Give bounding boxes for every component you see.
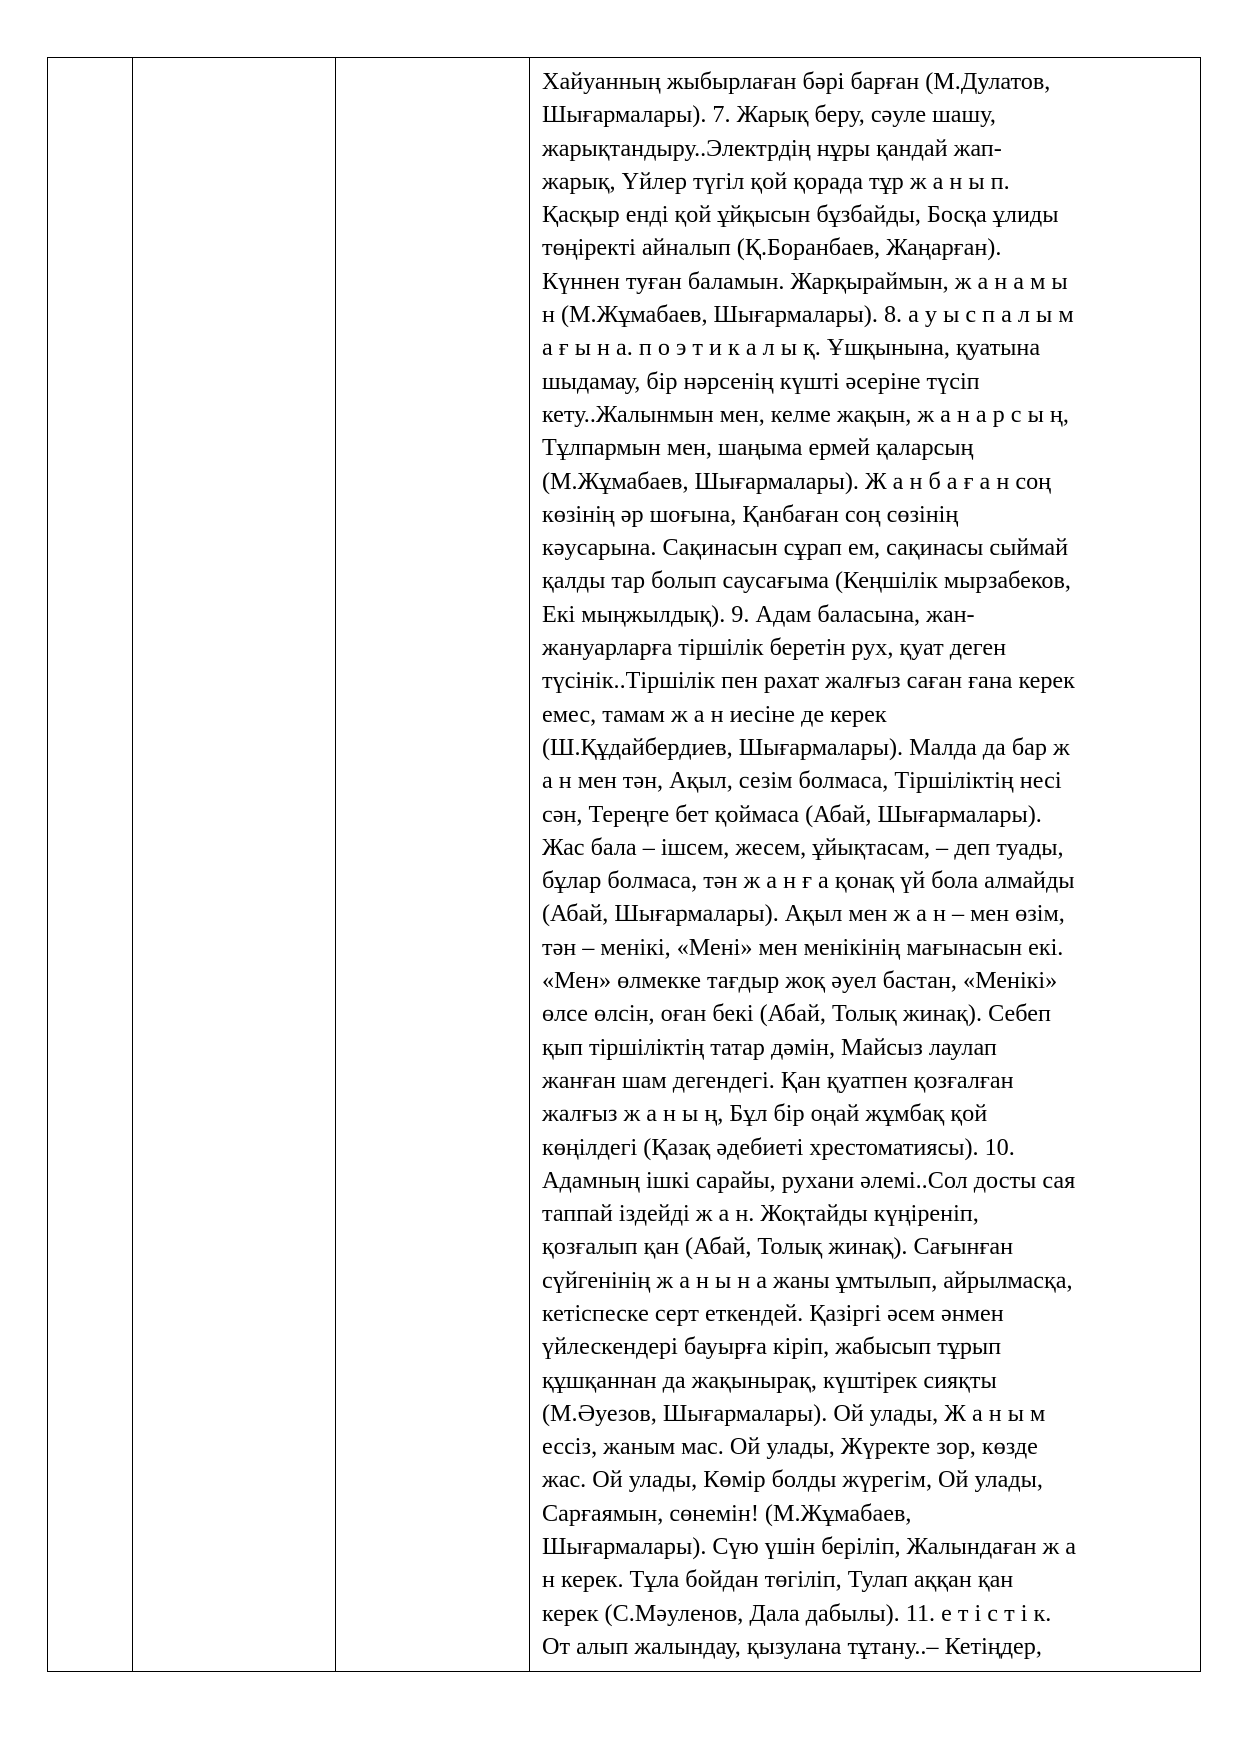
text-line: тән – менікі, «Мені» мен менікінің мағынасын екі. xyxy=(542,933,1064,961)
empty-cell-2 xyxy=(133,58,336,1672)
text-line: түсінік..Тіршілік пен рахат жалғыз саған ғана керек xyxy=(542,667,1075,695)
text-line: а ғ ы н а. п о э т и к а л ы қ. Ұшқынына, қуатына xyxy=(542,334,1041,362)
text-line: жас. Ой улады, Көмір болды жүрегім, Ой улады, xyxy=(542,1466,1043,1494)
empty-cell-1 xyxy=(48,58,133,1672)
text-line: а н мен тән, Ақыл, сезім болмаса, Тіршіліктің несі xyxy=(542,767,1062,795)
text-line: төңіректі айналып (Қ.Боранбаев, Жаңарған). xyxy=(542,234,1002,262)
text-line: (Абай, Шығармалары). Ақыл мен ж а н – мен өзім, xyxy=(542,900,1065,928)
text-line: «Мен» өлмекке тағдыр жоқ әуел бастан, «Менікі» xyxy=(542,967,1058,995)
text-line: Тұлпармын мен, шаңыма ермей қаларсың xyxy=(542,434,974,462)
text-line: Хайуанның жыбырлаған бәрі барған (М.Дулатов, xyxy=(542,68,1051,95)
text-line: өлсе өлсін, оған бекі (Абай, Толық жинақ). Себеп xyxy=(542,1000,1051,1028)
document-table xyxy=(47,57,1201,1672)
text-line: қып тіршіліктің татар дәмін, Майсыз лаулап xyxy=(542,1033,997,1061)
text-line: шыдамау, бір нәрсенің күшті әсеріне түсіп xyxy=(542,367,980,395)
text-line: жалғыз ж а н ы ң, Бұл бір оңай жұмбақ қой xyxy=(542,1100,988,1128)
empty-cell-3 xyxy=(336,58,530,1672)
text-line: көзінің әр шоғына, Қанбаған соң сөзінің xyxy=(542,500,959,528)
text-line: бұлар болмаса, тән ж а н ғ а қонақ үй бола алмайды xyxy=(542,867,1075,895)
text-line: Екі мыңжылдық). 9. Адам баласына, жан- xyxy=(542,600,975,628)
text-line: Сарғаямын, сөнемін! (М.Жұмабаев, xyxy=(542,1499,912,1527)
text-line: құшқаннан да жақынырақ, күштірек сияқты xyxy=(542,1366,997,1394)
text-line: қалды тар болып саусағыма (Кеңшілік мырзабеков, xyxy=(542,567,1071,595)
text-line: н (М.Жұмабаев, Шығармалары). 8. а у ы с п а л ы м xyxy=(542,301,1074,329)
text-line: ессіз, жаным мас. Ой улады, Жүректе зор, көзде xyxy=(542,1433,1038,1461)
text-line: жанған шам дегендегі. Қан қуатпен қозғалған xyxy=(542,1066,1014,1094)
text-line: жарық, Үйлер түгіл қой қорада тұр ж а н ы п. xyxy=(542,167,1010,195)
table-row xyxy=(48,58,1201,1672)
text-line: керек (С.Мәуленов, Дала дабылы). 11. е т і с т і к. xyxy=(542,1599,1052,1627)
text-line: (Ш.Құдайбердиев, Шығармалары). Малда да бар ж xyxy=(542,733,1070,761)
text-line: сән, Тереңге бет қоймаса (Абай, Шығармалары). xyxy=(542,800,1042,828)
text-line: Күннен туған баламын. Жарқыраймын, ж а н а м ы xyxy=(542,267,1068,295)
text-line: н керек. Тұла бойдан төгіліп, Тулап аққан қан xyxy=(542,1566,1014,1594)
text-block xyxy=(542,65,1188,1663)
text-line: (М.Жұмабаев, Шығармалары). Ж а н б а ғ а н соң xyxy=(542,467,1052,495)
text-line: қозғалып қан (Абай, Толық жинақ). Сағынған xyxy=(542,1233,1014,1261)
text-line: От алып жалындау, қызулана тұтану..– Кетіңдер, xyxy=(542,1632,1042,1660)
text-line: кәусарына. Сақинасын сұрап ем, сақинасы сыймай xyxy=(542,534,1069,562)
text-line: Қасқыр енді қой ұйқысын бұзбайды, Босқа ұлиды xyxy=(542,201,1059,229)
dictionary-text-cell xyxy=(530,58,1201,1672)
text-line: кетіспеске серт еткендей. Қазіргі әсем әнмен xyxy=(542,1299,1004,1327)
text-line: жануарларға тіршілік беретін рух, қуат деген xyxy=(542,634,1007,662)
text-line: жарықтандыру..Электрдің нұры қандай жап- xyxy=(542,134,1002,162)
text-line: көңілдегі (Қазақ әдебиеті хрестоматиясы). 10. xyxy=(542,1133,1015,1161)
text-line: емес, тамам ж а н иесіне де керек xyxy=(542,700,887,728)
text-line: Жас бала – ішсем, жесем, ұйықтасам, – деп туады, xyxy=(542,833,1064,861)
text-line: (М.Әуезов, Шығармалары). Ой улады, Ж а н ы м xyxy=(542,1399,1046,1427)
text-line: Шығармалары). Сүю үшін беріліп, Жалындаған ж а xyxy=(542,1533,1077,1561)
text-line: үйлескендері бауырға кіріп, жабысып тұрып xyxy=(542,1333,1002,1361)
text-line: кету..Жалынмын мен, келме жақын, ж а н а р с ы ң, xyxy=(542,400,1069,428)
text-line: таппай іздейді ж а н. Жоқтайды күңіреніп, xyxy=(542,1200,979,1228)
text-line: Адамның ішкі сарайы, рухани әлемі..Сол досты сая xyxy=(542,1166,1076,1194)
text-line: Шығармалары). 7. Жарық беру, сәуле шашу, xyxy=(542,101,996,129)
text-line: сүйгенінің ж а н ы н а жаны ұмтылып, айрылмасқа, xyxy=(542,1266,1073,1294)
